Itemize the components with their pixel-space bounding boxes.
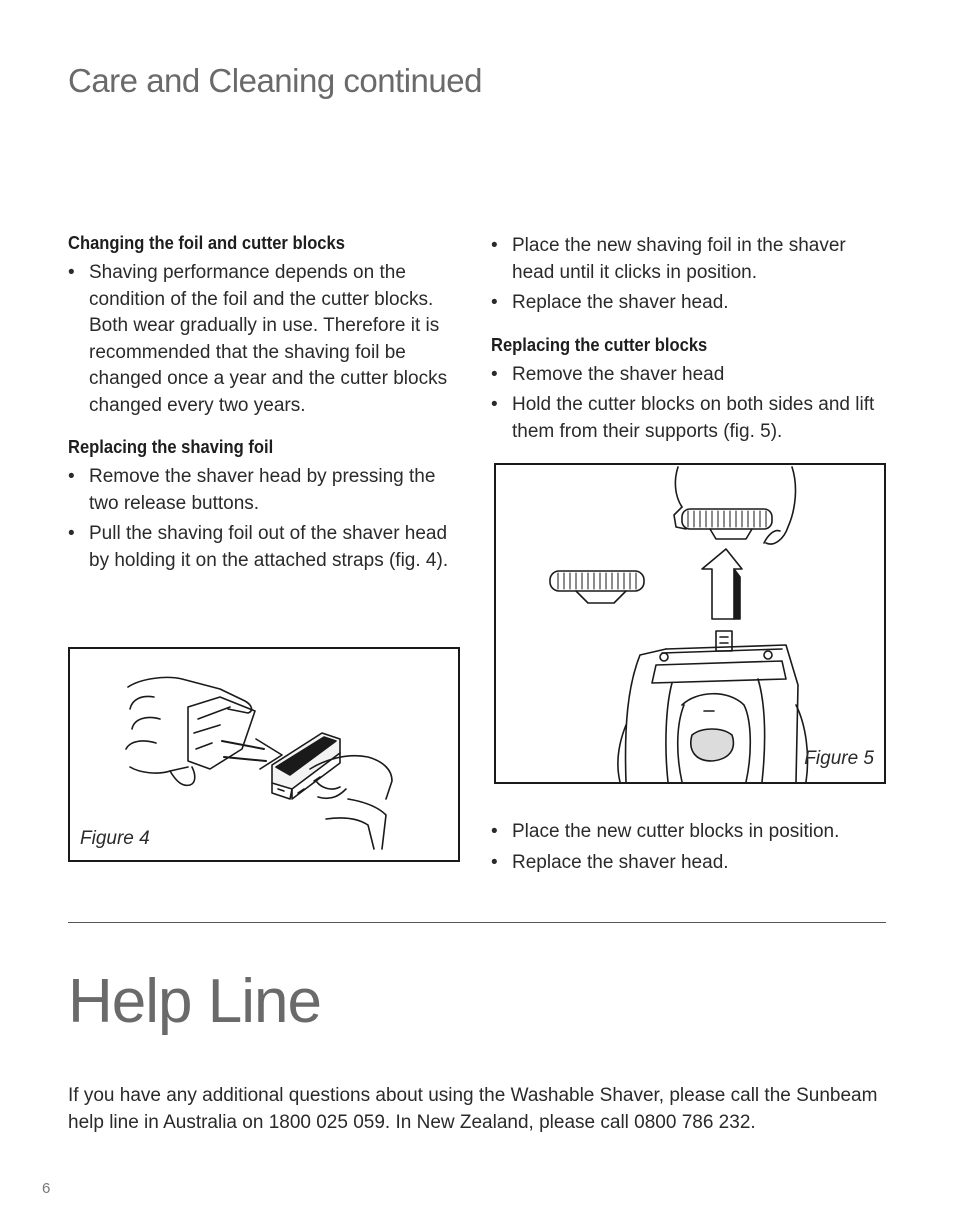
bullet-list-changing-foil: [68, 260, 468, 419]
list-item: • Place the new shaving foil in the shaver head until it clicks in position.: [491, 233, 891, 286]
bullet-list-cutter-install: [491, 819, 891, 876]
help-line-text: If you have any additional questions about using the Washable Shaver, please call the Sunbeam help line in Australia on 1800 025 059. In New Zealand, please call 0800 786 232.: [68, 1085, 878, 1133]
figure-5-caption: Figure 5: [804, 748, 874, 769]
section-heading-replacing-cutter: Replacing the cutter blocks: [491, 334, 708, 355]
list-item: • Place the new cutter blocks in position.: [491, 819, 891, 846]
section-heading-changing-foil: Changing the foil and cutter blocks: [68, 233, 345, 253]
list-item: • Remove the shaver head: [491, 362, 891, 389]
right-column-after-figure: [491, 819, 891, 880]
figure-5: [494, 463, 886, 784]
list-item: • Shaving performance depends on the condition of the foil and the cutter blocks. Both wear gradually in use. Therefore it is recommended that the shaving foil be changed once a year and the cutter blocks changed every two years.: [68, 260, 468, 419]
left-column: [68, 233, 468, 578]
section-divider: [68, 922, 886, 923]
figure-4-caption: Figure 4: [80, 828, 150, 849]
list-item: • Replace the shaver head.: [491, 850, 891, 877]
right-column: [491, 233, 891, 449]
bullet-list-replacing-cutter: [491, 362, 891, 446]
figure-4: [68, 647, 460, 862]
list-item: • Replace the shaver head.: [491, 290, 891, 317]
figure-5-illustration: [496, 465, 884, 782]
bullet-list-replacing-foil: [68, 464, 468, 574]
help-line-heading: Help Line: [68, 967, 321, 1036]
list-item: • Pull the shaving foil out of the shaver head by holding it on the attached straps (fig. 4).: [68, 521, 468, 574]
page-title: Care and Cleaning continued: [68, 62, 482, 99]
bullet-list-foil-install: [491, 233, 891, 317]
list-item: • Hold the cutter blocks on both sides and lift them from their supports (fig. 5).: [491, 392, 891, 445]
section-heading-replacing-foil: Replacing the shaving foil: [68, 437, 274, 457]
list-item: • Remove the shaver head by pressing the two release buttons.: [68, 464, 468, 517]
page-number: 6: [42, 1180, 51, 1197]
